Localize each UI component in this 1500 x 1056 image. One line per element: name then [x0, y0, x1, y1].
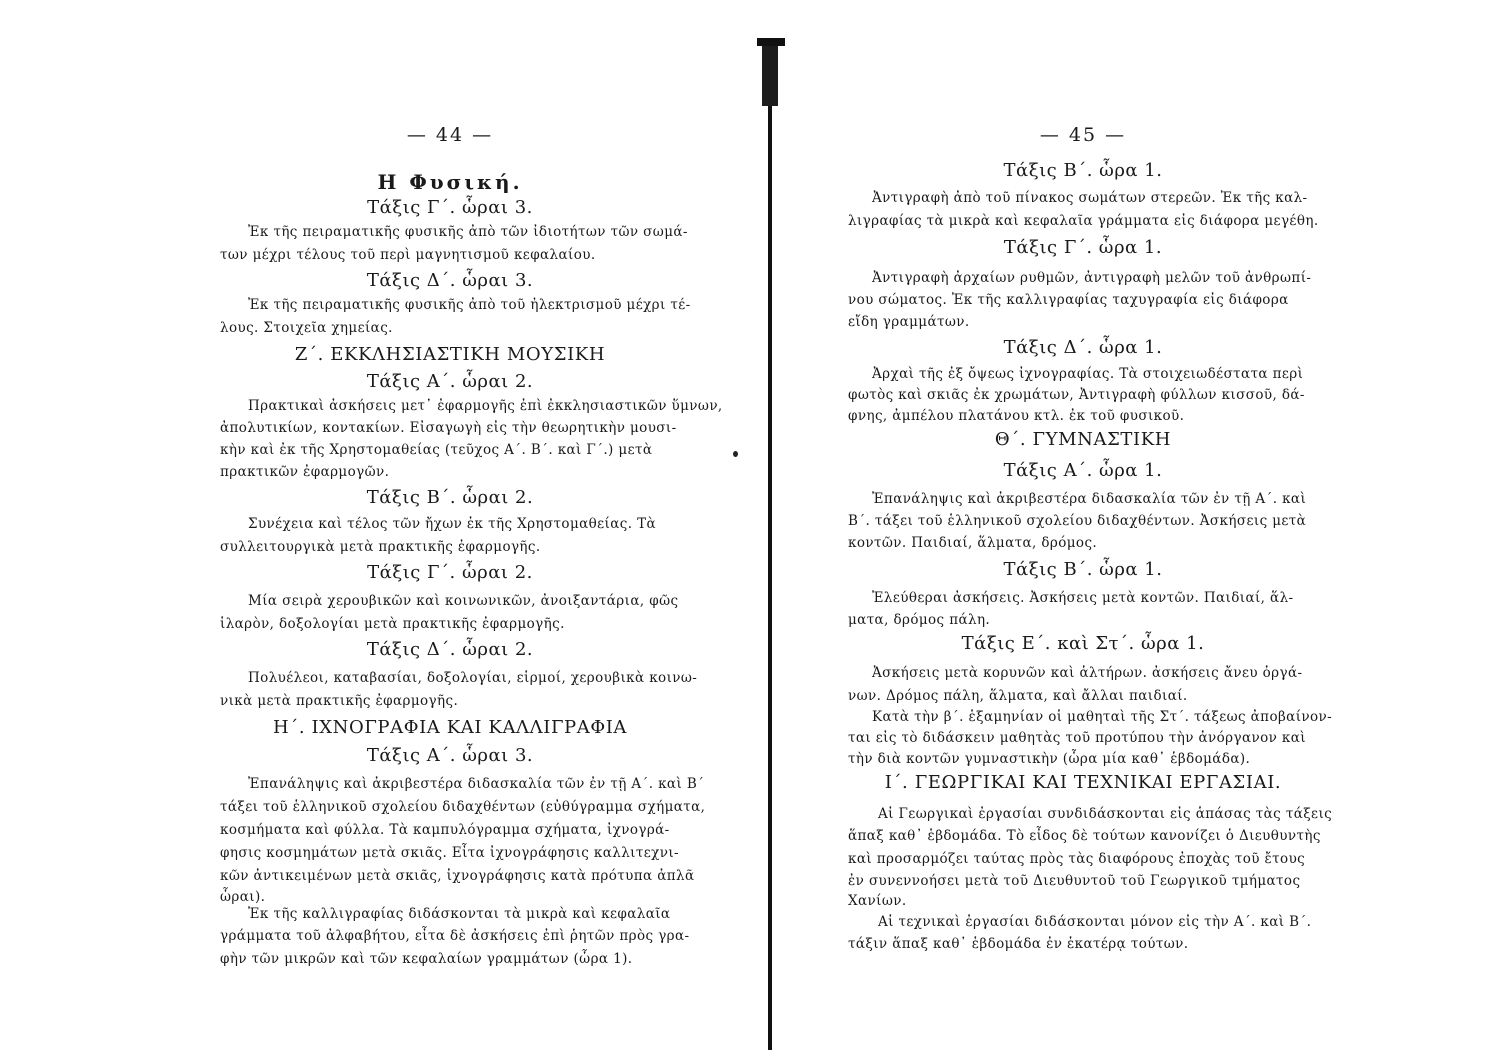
class-heading: Τάξις Β΄. ὧρα 1. — [1003, 160, 1163, 181]
text-line: νου σώματος. Ἐκ τῆς καλλιγραφίας ταχυγραφία εἰς διάφορα — [848, 292, 1289, 308]
text-line: κοντῶν. Παιδιαί, ἅλματα, δρόμος. — [848, 535, 1098, 551]
text-line: νων. Δρόμος πάλη, ἅλματα, καὶ ἄλλαι παιδιαί. — [848, 688, 1188, 704]
class-heading: Τάξις Α΄. ὧρα 1. — [1003, 460, 1163, 481]
text-line: κὴν καὶ ἐκ τῆς Χρηστομαθείας (τεῦχος Α΄. Β΄. καὶ Γ΄.) μετὰ — [220, 442, 653, 458]
text-line: Ἐκ τῆς πειραματικῆς φυσικῆς ἀπὸ τῶν ἰδιοτήτων τῶν σωμά- — [248, 224, 688, 240]
class-heading: Τάξις Ε΄. καὶ Στ΄. ὧρα 1. — [961, 633, 1205, 654]
text-line: Αἱ τεχνικαὶ ἐργασίαι διδάσκονται μόνον εἰς τὴν Α΄. καὶ Β΄. — [878, 914, 1312, 930]
text-line: Ἀσκήσεις μετὰ κορυνῶν καὶ ἁλτήρων. ἀσκήσεις ἄνευ ὀργά- — [872, 665, 1303, 681]
text-line: Β΄. τάξει τοῦ ἑλληνικοῦ σχολείου διδαχθέντων. Ἀσκήσεις μετὰ — [848, 513, 1307, 529]
section-heading: Θ΄. ΓΥΜΝΑΣΤΙΚΗ — [994, 429, 1172, 450]
text-line: Συνέχεια καὶ τέλος τῶν ἤχων ἐκ τῆς Χρηστομαθείας. Τὰ — [248, 516, 657, 532]
text-line: φνης, ἀμπέλου πλατάνου κτλ. ἐκ τοῦ φυσικοῦ. — [848, 408, 1185, 424]
stray-mark — [733, 451, 738, 457]
text-line: τάξιν ἅπαξ καθ᾽ ἑβδομάδα ἐν ἑκατέρᾳ τούτων. — [848, 936, 1189, 952]
text-line: φὴν τῶν μικρῶν καὶ τῶν κεφαλαίων γραμμάτων (ὧρα 1). — [220, 951, 633, 967]
text-line: Πολυέλεοι, καταβασίαι, δοξολογίαι, εἱρμοί, χερουβικὰ κοινω- — [248, 670, 698, 686]
class-heading: Τάξις Γ΄. ὧρα 1. — [1003, 237, 1163, 258]
text-line: Πρακτικαὶ ἀσκήσεις μετ᾽ ἐφαρμογῆς ἐπὶ ἐκκλησιαστικῶν ὕμνων, — [248, 398, 723, 414]
text-line: γράμματα τοῦ ἀλφαβήτου, εἶτα δὲ ἀσκήσεις ἐπὶ ῥητῶν πρὸς γρα- — [220, 928, 690, 944]
text-line: Ἐλεύθεραι ἀσκήσεις. Ἀσκήσεις μετὰ κοντῶν. Παιδιαί, ἅλ- — [872, 590, 1294, 606]
text-line: φωτὸς καὶ σκιᾶς ἐκ χρωμάτων, Ἀντιγραφὴ φύλλων κισσοῦ, δά- — [848, 387, 1305, 403]
text-line: Ἐκ τῆς καλλιγραφίας διδάσκονται τὰ μικρὰ καὶ κεφαλαῖα — [248, 906, 671, 922]
text-line: Ἀντιγραφὴ ἀπὸ τοῦ πίνακος σωμάτων στερεῶν. Ἐκ τῆς καλ- — [872, 190, 1308, 206]
text-line: τὴν διὰ κοντῶν γυμναστικὴν (ὧρα μία καθ᾽ ἑβδομάδα). — [848, 751, 1251, 767]
page-number: — 45 — — [1039, 124, 1127, 146]
text-line: ματα, δρόμος πάλη. — [848, 612, 991, 628]
class-heading: Τάξις Β΄. ὧρα 1. — [1003, 559, 1163, 580]
text-line: Ἀρχαὶ τῆς ἐξ ὄψεως ἰχνογραφίας. Τὰ στοιχειωδέστατα περὶ — [872, 366, 1304, 382]
text-line: ἐν συνεννοήσει μετὰ τοῦ Διευθυντοῦ τοῦ Γεωργικοῦ τμήματος — [848, 873, 1301, 889]
text-line: κῶν ἀντικειμένων μετὰ σκιᾶς, ἰχνογράφησις κατὰ πρότυπα ἁπλᾶ — [220, 868, 695, 884]
text-line: Ἐπανάληψις καὶ ἀκριβεστέρα διδασκαλία τῶν ἐν τῇ Α΄. καὶ — [872, 491, 1307, 507]
text-line: Ἐκ τῆς πειραματικῆς φυσικῆς ἀπὸ τοῦ ἠλεκτρισμοῦ μέχρι τέ- — [248, 297, 691, 313]
class-heading: Τάξις Δ΄. ὧραι 3. — [366, 270, 534, 291]
text-line: λους. Στοιχεῖα χημείας. — [220, 320, 393, 336]
text-line: τάξει τοῦ ἑλληνικοῦ σχολείου διδαχθέντων (εὐθύγραμμα σχήματα, — [220, 799, 706, 815]
gutter-top-mark — [757, 38, 785, 46]
class-heading: Τάξις Γ΄. ὧραι 3. — [367, 197, 533, 218]
text-line: ἀπολυτικίων, κοντακίων. Εἰσαγωγὴ εἰς τὴν θεωρητικὴν μουσι- — [220, 420, 677, 436]
text-line: των μέχρι τέλους τοῦ περὶ μαγνητισμοῦ κεφαλαίου. — [220, 247, 596, 263]
text-line: λιγραφίας τὰ μικρὰ καὶ κεφαλαῖα γράμματα εἰς διάφορα μεγέθη. — [848, 213, 1319, 229]
class-heading: Τάξις Γ΄. ὧραι 2. — [367, 562, 533, 583]
text-line: κοσμήματα καὶ φύλλα. Τὰ καμπυλόγραμμα σχήματα, ἰχνογρά- — [220, 822, 670, 838]
page-number: — 44 — — [406, 124, 494, 146]
class-heading: Τάξις Δ΄. ὧρα 1. — [1003, 337, 1163, 358]
text-line: Χανίων. — [848, 893, 907, 909]
text-line: Μία σειρὰ χερουβικῶν καὶ κοινωνικῶν, ἀνοιξαντάρια, φῶς — [248, 593, 679, 609]
text-line: εἴδη γραμμάτων. — [848, 314, 970, 330]
book-gutter — [768, 38, 772, 1050]
section-title: Η Φυσική. — [377, 170, 523, 194]
text-line: καὶ προσαρμόζει ταύτας πρὸς τὰς διαφόρους ἐποχὰς τοῦ ἔτους — [848, 851, 1306, 867]
text-line: ἱλαρὸν, δοξολογίαι μετὰ πρακτικῆς ἐφαρμογῆς. — [220, 616, 565, 632]
text-line: συλλειτουργικὰ μετὰ πρακτικῆς ἐφαρμογῆς. — [220, 539, 541, 555]
class-heading: Τάξις Β΄. ὧραι 2. — [366, 487, 534, 508]
gutter-top-shadow — [762, 46, 778, 106]
text-line: ται εἰς τὸ διδάσκειν μαθητὰς τοῦ προτύπου τὴν ἀνόργανον καὶ — [848, 730, 1306, 746]
text-line: ὧραι). — [220, 889, 266, 905]
text-line: φησις κοσμημάτων μετὰ σκιᾶς. Εἶτα ἰχνογράφησις καλλιτεχνι- — [220, 845, 679, 861]
text-line: Κατὰ τὴν β΄. ἑξαμηνίαν οἱ μαθηταὶ τῆς Στ΄. τάξεως ἀποβαίνον- — [872, 709, 1333, 725]
section-heading: Η΄. ΙΧΝΟΓΡΑΦΙΑ ΚΑΙ ΚΑΛΛΙΓΡΑΦΙΑ — [272, 717, 628, 738]
text-line: Ἀντιγραφὴ ἀρχαίων ρυθμῶν, ἀντιγραφὴ μελῶν τοῦ ἀνθρωπί- — [872, 270, 1312, 286]
text-line: ἅπαξ καθ᾽ ἑβδομάδα. Τὸ εἶδος δὲ τούτων κανονίζει ὁ Διευθυντὴς — [848, 828, 1321, 844]
text-line: Αἱ Γεωργικαὶ ἐργασίαι συνδιδάσκονται εἰς ἁπάσας τὰς τάξεις — [878, 806, 1333, 822]
text-line: Ἐπανάληψις καὶ ἀκριβεστέρα διδασκαλία τῶν ἐν τῇ Α΄. καὶ Β΄ — [248, 776, 705, 792]
class-heading: Τάξις Α΄. ὧραι 2. — [366, 371, 534, 392]
section-heading: Ι΄. ΓΕΩΡΓΙΚΑΙ ΚΑΙ ΤΕΧΝΙΚΑΙ ΕΡΓΑΣΙΑΙ. — [884, 772, 1282, 793]
text-line: πρακτικῶν ἐφαρμογῶν. — [220, 464, 390, 480]
class-heading: Τάξις Α΄. ὧραι 3. — [366, 745, 534, 766]
class-heading: Τάξις Δ΄. ὧραι 2. — [366, 639, 534, 660]
text-line: νικὰ μετὰ πρακτικῆς ἐφαρμογῆς. — [220, 693, 459, 709]
section-heading: Ζ΄. ΕΚΚΛΗΣΙΑΣΤΙΚΗ ΜΟΥΣΙΚΗ — [294, 344, 606, 365]
